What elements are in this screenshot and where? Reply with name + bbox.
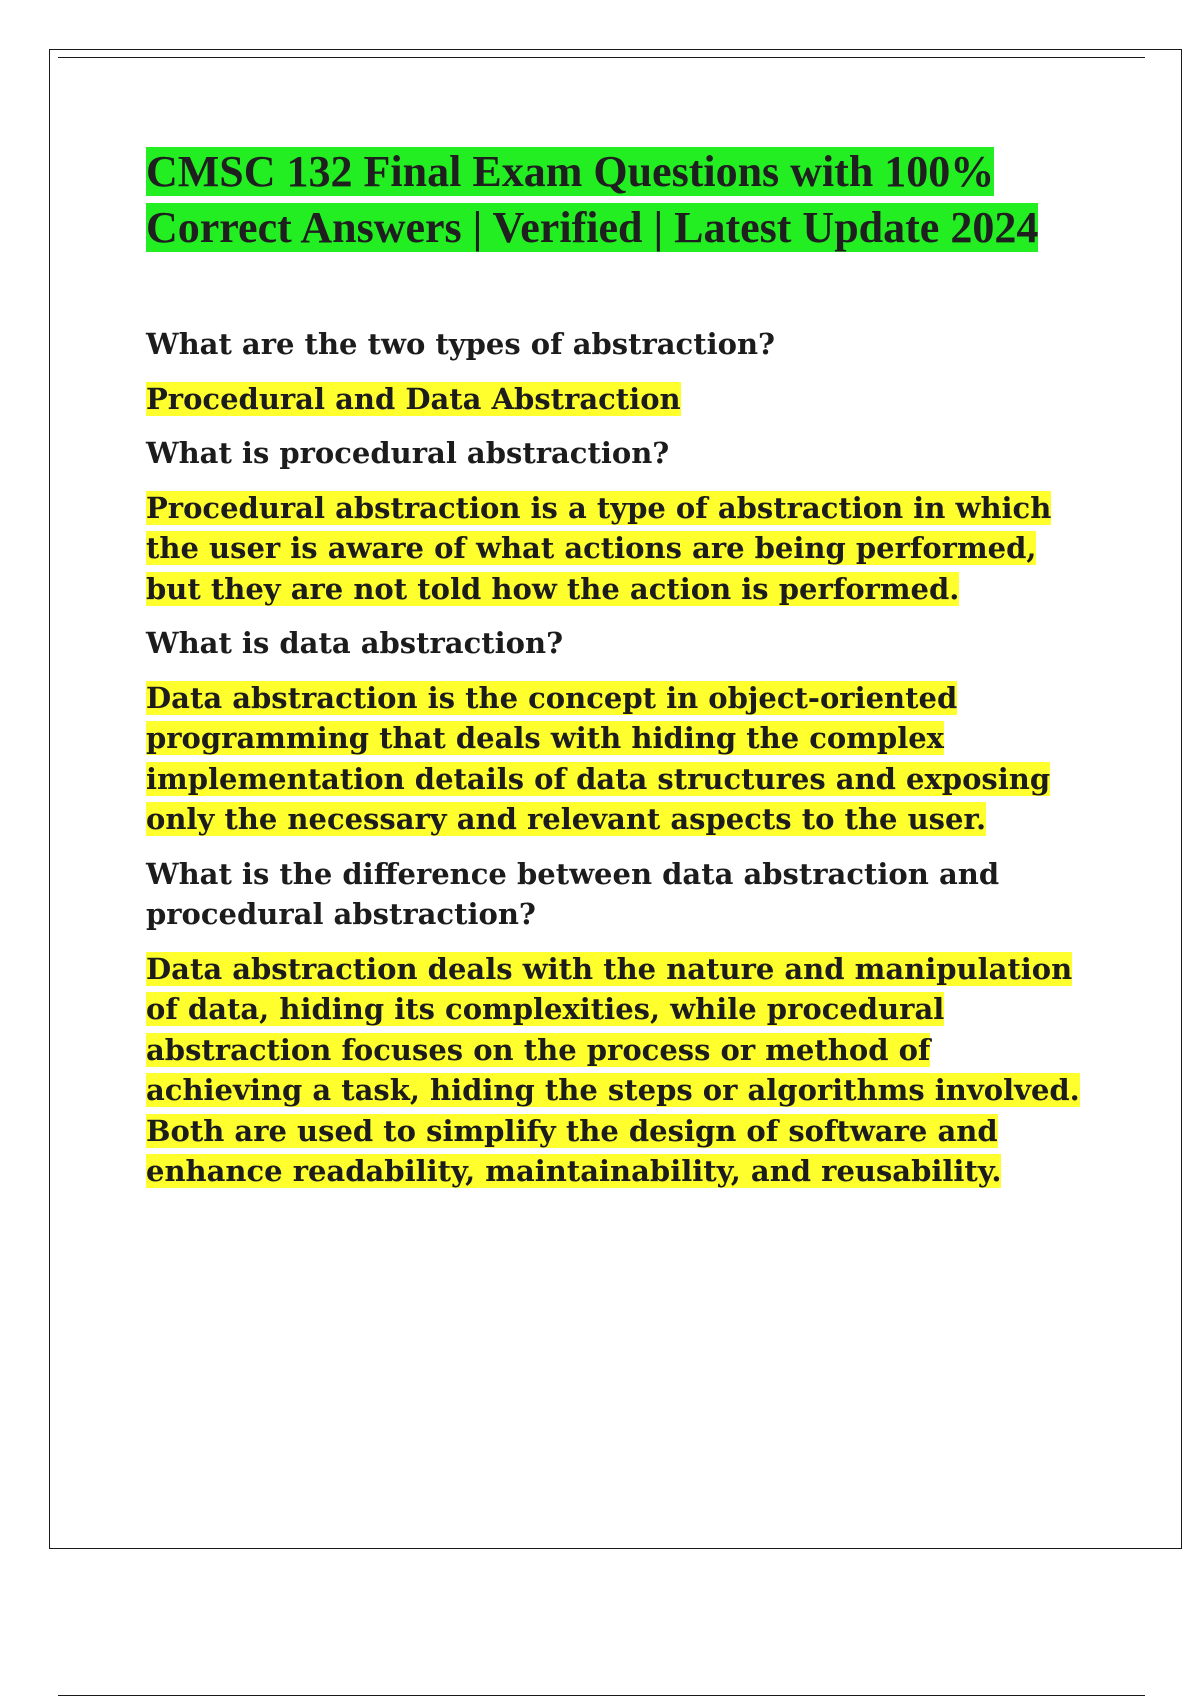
document-title-text: CMSC 132 Final Exam Questions with 100% Correct Answers | Verified | Latest Update 2024 — [146, 147, 1039, 252]
top-rule — [58, 57, 1145, 58]
answer-text: Data abstraction deals with the nature and manipulation of data, hiding its complexities, while procedural abstraction focuses on the process or method of achieving a task, hiding the steps or algorithms involved. Both are used to simplify the design of software and enhance readability, maintainability, and reusability. — [146, 951, 1080, 1188]
document-title — [146, 144, 1096, 256]
qa-item — [146, 433, 1096, 609]
answer — [146, 678, 1096, 840]
answer-text: Procedural and Data Abstraction — [146, 381, 681, 416]
qa-list — [146, 324, 1096, 1192]
question: What are the two types of abstraction? — [146, 327, 776, 361]
answer-text: Data abstraction is the concept in object-oriented programming that deals with hiding the complex implementation details of data structures and exposing only the necessary and relevant aspects to the user. — [146, 680, 1051, 836]
answer — [146, 949, 1096, 1192]
answer — [146, 379, 1096, 420]
qa-item — [146, 854, 1096, 1192]
answer-text: Procedural abstraction is a type of abstraction in which the user is aware of what actions are being performed, but they are not told how the action is performed. — [146, 490, 1052, 606]
answer — [146, 488, 1096, 610]
document-body — [146, 144, 1096, 1206]
question: What is data abstraction? — [146, 626, 564, 660]
bottom-rule — [58, 1695, 1145, 1696]
question: What is procedural abstraction? — [146, 436, 670, 470]
qa-item — [146, 623, 1096, 840]
question: What is the difference between data abstraction and procedural abstraction? — [146, 856, 1000, 931]
qa-item — [146, 324, 1096, 419]
